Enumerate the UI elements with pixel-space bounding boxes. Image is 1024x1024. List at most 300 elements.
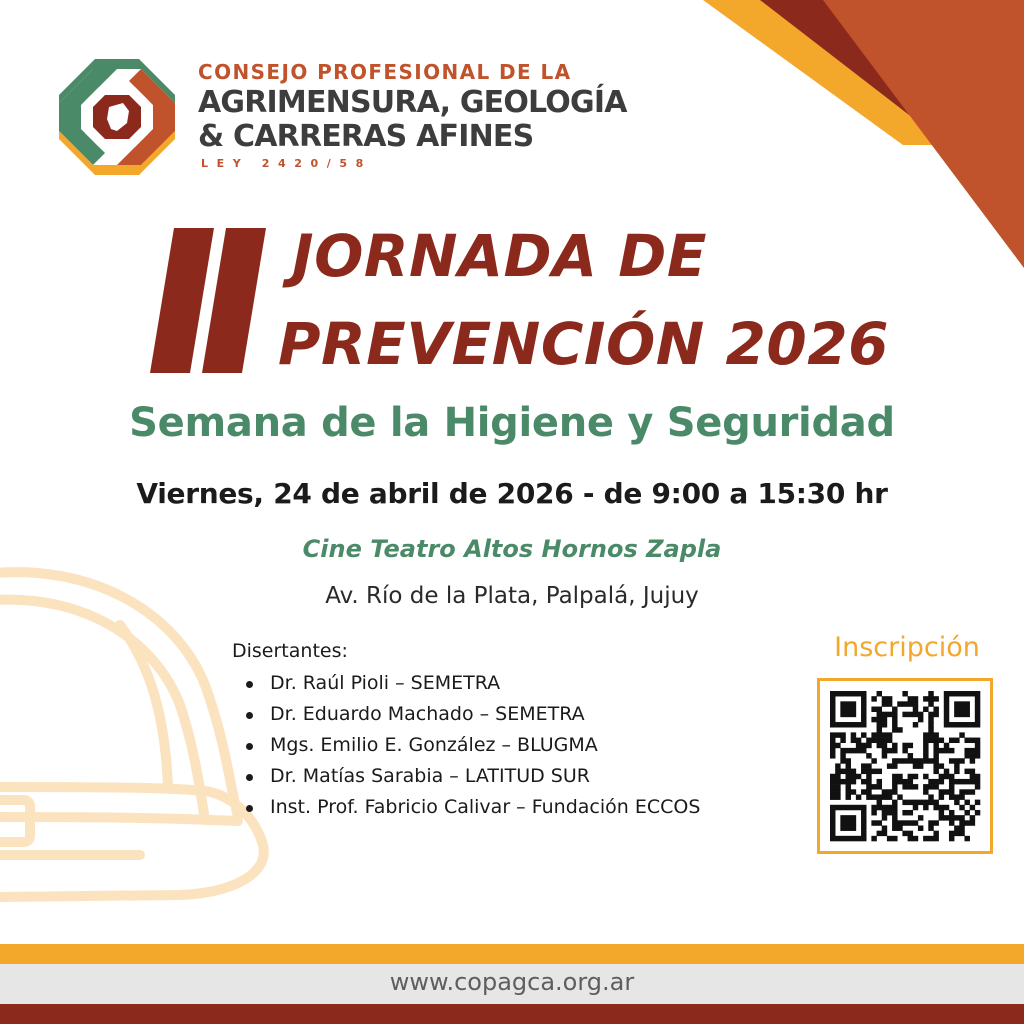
qr-module — [933, 738, 938, 743]
qr-module — [944, 815, 949, 820]
qr-module — [846, 774, 851, 779]
qr-module — [954, 691, 959, 696]
qr-module — [928, 696, 933, 701]
qr-module — [949, 820, 954, 825]
qr-module — [897, 774, 902, 779]
qr-module — [923, 696, 928, 701]
corner-triangle-rust — [823, 0, 1024, 268]
qr-module — [835, 836, 840, 841]
qr-module — [861, 831, 866, 836]
qr-module — [882, 717, 887, 722]
qr-module — [871, 784, 876, 789]
qr-module — [933, 743, 938, 748]
qr-module — [949, 789, 954, 794]
qr-module — [846, 779, 851, 784]
qr-module — [902, 758, 907, 763]
registration-label: Inscripción — [834, 632, 980, 663]
qr-module — [851, 774, 856, 779]
qr-module — [830, 738, 835, 743]
qr-module — [877, 831, 882, 836]
qr-module — [908, 800, 913, 805]
qr-module — [928, 691, 933, 696]
qr-module — [964, 820, 969, 825]
qr-module — [975, 784, 980, 789]
qr-module — [846, 794, 851, 799]
qr-module — [830, 810, 835, 815]
qr-module — [866, 753, 871, 758]
qr-module — [877, 794, 882, 799]
qr-module — [970, 820, 975, 825]
qr-module — [866, 789, 871, 794]
qr-module — [866, 774, 871, 779]
qr-module — [939, 810, 944, 815]
qr-module — [882, 794, 887, 799]
qr-module — [851, 820, 856, 825]
qr-module — [959, 805, 964, 810]
speaker-item: Mgs. Emilio E. González – BLUGMA — [246, 730, 700, 761]
qr-module — [928, 727, 933, 732]
qr-module — [954, 800, 959, 805]
qr-module — [908, 836, 913, 841]
qr-module — [851, 779, 856, 784]
qr-module — [908, 758, 913, 763]
qr-module — [970, 789, 975, 794]
qr-module — [933, 748, 938, 753]
qr-module — [830, 831, 835, 836]
qr-module — [892, 758, 897, 763]
event-title-line2: PREVENCIÓN 2026 — [278, 310, 889, 378]
qr-module — [882, 810, 887, 815]
qr-module — [902, 712, 907, 717]
org-name-line1: CONSEJO PROFESIONAL DE LA — [198, 60, 572, 84]
qr-module — [861, 789, 866, 794]
qr-module — [908, 712, 913, 717]
qr-module — [861, 769, 866, 774]
qr-module — [835, 763, 840, 768]
qr-module — [840, 748, 845, 753]
qr-module — [887, 805, 892, 810]
qr-module — [851, 712, 856, 717]
qr-module — [851, 722, 856, 727]
qr-module — [959, 779, 964, 784]
qr-module — [923, 774, 928, 779]
qr-module — [913, 758, 918, 763]
qr-module — [840, 707, 845, 712]
qr-module — [928, 836, 933, 841]
qr-module — [861, 810, 866, 815]
qr-module — [830, 691, 835, 696]
qr-module — [830, 836, 835, 841]
qr-module — [856, 738, 861, 743]
qr-module — [887, 712, 892, 717]
qr-module — [830, 743, 835, 748]
qr-module — [871, 707, 876, 712]
qr-module — [830, 794, 835, 799]
qr-module — [964, 707, 969, 712]
qr-module — [877, 691, 882, 696]
qr-module — [964, 701, 969, 706]
speakers-list — [246, 668, 700, 823]
qr-module — [954, 701, 959, 706]
qr-module — [964, 753, 969, 758]
qr-module — [918, 825, 923, 830]
qr-module — [871, 794, 876, 799]
qr-module — [954, 712, 959, 717]
qr-module — [871, 696, 876, 701]
qr-module — [928, 701, 933, 706]
qr-module — [861, 691, 866, 696]
qr-module — [897, 825, 902, 830]
qr-module — [944, 748, 949, 753]
qr-module — [882, 831, 887, 836]
qr-module — [908, 779, 913, 784]
qr-module — [964, 836, 969, 841]
qr-module — [866, 794, 871, 799]
qr-module — [892, 784, 897, 789]
qr-module — [913, 712, 918, 717]
qr-module — [861, 712, 866, 717]
qr-module — [928, 825, 933, 830]
qr-module — [959, 712, 964, 717]
qr-module — [851, 691, 856, 696]
qr-module — [861, 825, 866, 830]
qr-module — [975, 696, 980, 701]
qr-module — [970, 758, 975, 763]
qr-module — [861, 763, 866, 768]
qr-module — [949, 722, 954, 727]
qr-module — [944, 712, 949, 717]
qr-module — [830, 815, 835, 820]
qr-module — [954, 779, 959, 784]
qr-module — [887, 794, 892, 799]
qr-module — [933, 820, 938, 825]
qr-module — [949, 815, 954, 820]
qr-module — [871, 810, 876, 815]
qr-module — [887, 701, 892, 706]
qr-module — [877, 805, 882, 810]
qr-module — [846, 789, 851, 794]
qr-module — [877, 779, 882, 784]
qr-module — [975, 712, 980, 717]
qr-module — [846, 820, 851, 825]
qr-module — [877, 784, 882, 789]
qr-module — [882, 732, 887, 737]
qr-module — [954, 722, 959, 727]
qr-module — [892, 748, 897, 753]
qr-module — [975, 738, 980, 743]
qr-module — [939, 774, 944, 779]
qr-module — [949, 794, 954, 799]
qr-module — [840, 722, 845, 727]
qr-module — [913, 836, 918, 841]
qr-module — [918, 712, 923, 717]
qr-module — [949, 779, 954, 784]
qr-module — [877, 800, 882, 805]
qr-module — [882, 805, 887, 810]
org-law-number: LEY 2420/58 — [201, 157, 372, 170]
qr-module — [830, 717, 835, 722]
qr-module — [939, 789, 944, 794]
qr-module — [830, 696, 835, 701]
qr-module — [882, 743, 887, 748]
qr-module — [882, 825, 887, 830]
qr-module — [892, 800, 897, 805]
qr-module — [918, 800, 923, 805]
qr-module — [892, 820, 897, 825]
qr-module — [846, 825, 851, 830]
qr-module — [840, 820, 845, 825]
qr-module — [939, 815, 944, 820]
qr-module — [861, 722, 866, 727]
qr-module — [897, 727, 902, 732]
qr-module — [975, 717, 980, 722]
qr-module — [861, 836, 866, 841]
qr-module — [835, 789, 840, 794]
qr-module — [944, 707, 949, 712]
qr-module — [954, 738, 959, 743]
qr-module — [970, 722, 975, 727]
qr-module — [975, 753, 980, 758]
qr-module — [835, 774, 840, 779]
qr-module — [908, 810, 913, 815]
qr-module — [959, 707, 964, 712]
qr-module — [933, 800, 938, 805]
qr-module — [964, 810, 969, 815]
qr-module — [861, 707, 866, 712]
qr-module — [933, 779, 938, 784]
qr-module — [897, 820, 902, 825]
qr-module — [959, 815, 964, 820]
qr-module — [970, 691, 975, 696]
qr-module — [954, 831, 959, 836]
speakers-label: Disertantes: — [232, 640, 348, 662]
qr-module — [871, 769, 876, 774]
footer-bar-maroon — [0, 1004, 1024, 1024]
qr-module — [840, 712, 845, 717]
qr-module — [913, 707, 918, 712]
qr-module — [882, 696, 887, 701]
qr-module — [892, 743, 897, 748]
qr-module — [975, 722, 980, 727]
qr-module — [877, 722, 882, 727]
qr-module — [871, 738, 876, 743]
qr-module — [944, 722, 949, 727]
qr-module — [830, 707, 835, 712]
qr-module — [964, 738, 969, 743]
qr-module — [892, 727, 897, 732]
qr-module — [840, 691, 845, 696]
speaker-item: Dr. Raúl Pioli – SEMETRA — [246, 668, 700, 699]
qr-module — [877, 727, 882, 732]
qr-module — [933, 831, 938, 836]
qr-module — [840, 753, 845, 758]
qr-module — [959, 691, 964, 696]
qr-module — [882, 789, 887, 794]
qr-module — [892, 712, 897, 717]
qr-module — [964, 722, 969, 727]
qr-module — [871, 820, 876, 825]
qr-module — [933, 805, 938, 810]
qr-module — [887, 789, 892, 794]
qr-module — [856, 722, 861, 727]
qr-module — [861, 748, 866, 753]
qr-module — [830, 825, 835, 830]
qr-module — [835, 794, 840, 799]
qr-module — [846, 815, 851, 820]
qr-module — [939, 738, 944, 743]
qr-module — [954, 825, 959, 830]
qr-module — [846, 784, 851, 789]
org-logo — [57, 57, 177, 177]
qr-module — [892, 825, 897, 830]
qr-module — [928, 794, 933, 799]
qr-module — [897, 794, 902, 799]
qr-module — [902, 748, 907, 753]
qr-module — [840, 769, 845, 774]
qr-module — [846, 769, 851, 774]
qr-module — [975, 779, 980, 784]
qr-module — [882, 722, 887, 727]
qr-module — [964, 712, 969, 717]
qr-module — [944, 774, 949, 779]
qr-module — [949, 774, 954, 779]
qr-module — [928, 732, 933, 737]
qr-module — [902, 779, 907, 784]
qr-module — [944, 701, 949, 706]
qr-module — [918, 717, 923, 722]
qr-module — [840, 779, 845, 784]
qr-module — [913, 800, 918, 805]
qr-module — [959, 722, 964, 727]
qr-module — [939, 794, 944, 799]
qr-module — [949, 691, 954, 696]
qr-module — [840, 732, 845, 737]
event-date-time: Viernes, 24 de abril de 2026 - de 9:00 a 15:30 hr — [136, 477, 888, 510]
speaker-item: Inst. Prof. Fabricio Calivar – Fundación ECCOS — [246, 792, 700, 823]
qr-module — [913, 820, 918, 825]
qr-module — [866, 743, 871, 748]
qr-module — [897, 758, 902, 763]
qr-module — [846, 758, 851, 763]
qr-module — [928, 820, 933, 825]
qr-module — [949, 836, 954, 841]
qr-module — [856, 691, 861, 696]
qr-module — [975, 707, 980, 712]
qr-module — [944, 789, 949, 794]
qr-module — [923, 738, 928, 743]
qr-module — [923, 784, 928, 789]
qr-module — [866, 769, 871, 774]
qr-module — [877, 820, 882, 825]
qr-module — [840, 825, 845, 830]
qr-module — [851, 748, 856, 753]
qr-module — [846, 691, 851, 696]
qr-module — [939, 763, 944, 768]
qr-module — [975, 810, 980, 815]
qr-module — [861, 732, 866, 737]
qr-module — [846, 805, 851, 810]
qr-module — [892, 805, 897, 810]
qr-module — [954, 794, 959, 799]
qr-module — [856, 748, 861, 753]
qr-module — [840, 836, 845, 841]
qr-module — [923, 758, 928, 763]
qr-module — [887, 738, 892, 743]
qr-module — [964, 748, 969, 753]
footer-website-link[interactable]: www.copagca.org.ar — [389, 968, 635, 996]
qr-module — [877, 707, 882, 712]
qr-module — [851, 701, 856, 706]
qr-module — [902, 831, 907, 836]
qr-module — [902, 820, 907, 825]
qr-module — [913, 774, 918, 779]
qr-module — [959, 789, 964, 794]
qr-module — [964, 800, 969, 805]
event-venue: Cine Teatro Altos Hornos Zapla — [302, 535, 722, 563]
qr-module — [975, 743, 980, 748]
qr-module — [949, 738, 954, 743]
speaker-item: Dr. Matías Sarabia – LATITUD SUR — [246, 761, 700, 792]
qr-module — [913, 763, 918, 768]
qr-module — [856, 794, 861, 799]
qr-module — [954, 815, 959, 820]
qr-module — [970, 815, 975, 820]
qr-module — [840, 805, 845, 810]
org-name-line3: & CARRERAS AFINES — [198, 119, 534, 154]
footer-bar-orange — [0, 944, 1024, 964]
qr-code-icon — [820, 681, 990, 851]
qr-module — [964, 779, 969, 784]
qr-module — [861, 820, 866, 825]
qr-module — [902, 701, 907, 706]
qr-module — [871, 805, 876, 810]
qr-module — [892, 810, 897, 815]
roman-numeral-ii — [150, 228, 270, 378]
qr-module — [933, 758, 938, 763]
qr-module — [871, 836, 876, 841]
qr-module — [851, 738, 856, 743]
qr-module — [851, 836, 856, 841]
qr-module — [882, 712, 887, 717]
qr-module — [840, 758, 845, 763]
qr-module — [959, 758, 964, 763]
qr-module — [923, 743, 928, 748]
qr-module — [970, 769, 975, 774]
qr-module — [851, 769, 856, 774]
qr-module — [835, 722, 840, 727]
qr-module — [887, 696, 892, 701]
speaker-item: Dr. Eduardo Machado – SEMETRA — [246, 699, 700, 730]
qr-module — [928, 738, 933, 743]
qr-module — [840, 738, 845, 743]
qr-module — [830, 732, 835, 737]
qr-module — [830, 712, 835, 717]
qr-module — [923, 732, 928, 737]
qr-module — [830, 784, 835, 789]
qr-module — [892, 717, 897, 722]
registration-qr-code[interactable] — [817, 678, 993, 854]
qr-module — [846, 748, 851, 753]
qr-module — [964, 789, 969, 794]
qr-module — [933, 707, 938, 712]
qr-module — [923, 836, 928, 841]
qr-module — [856, 774, 861, 779]
event-address: Av. Río de la Plata, Palpalá, Jujuy — [325, 583, 699, 609]
qr-module — [923, 707, 928, 712]
qr-module — [939, 748, 944, 753]
qr-module — [959, 794, 964, 799]
qr-module — [866, 784, 871, 789]
